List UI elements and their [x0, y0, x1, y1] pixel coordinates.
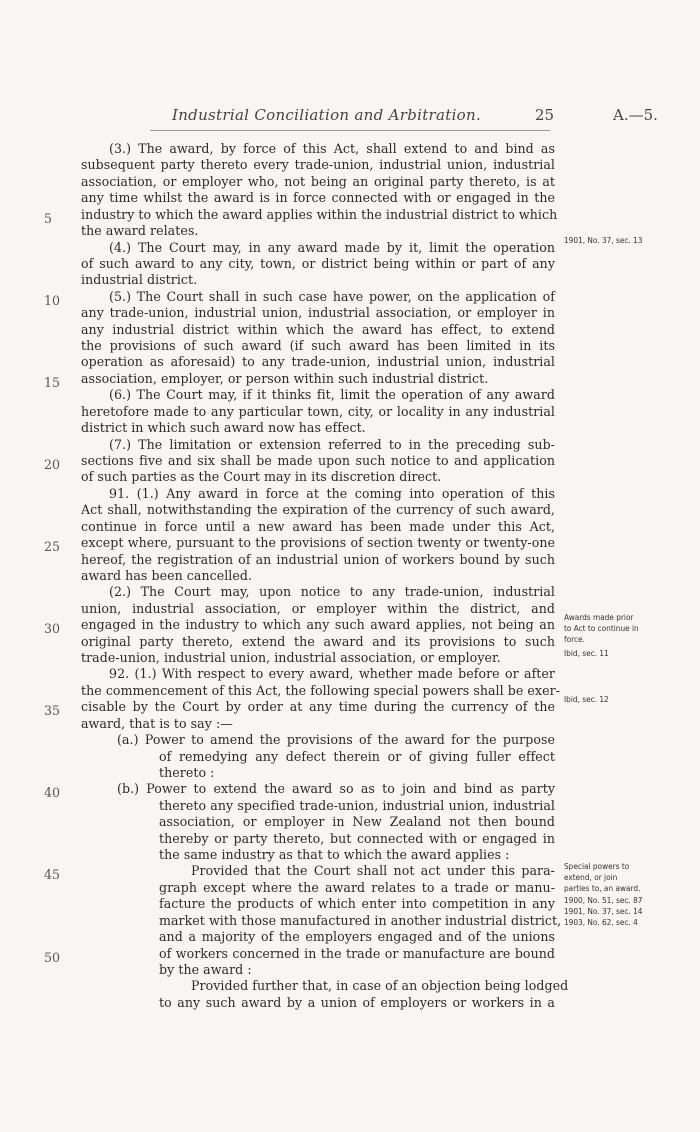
text-line: the award relates.	[81, 223, 199, 239]
text-line: any time whilst the award is in force connected with or engaged in the	[81, 190, 555, 206]
text-line: (a.) Power to amend the provisions of the award for the purpose	[117, 732, 555, 748]
text-line: market with those manufactured in another industrial district,	[159, 912, 562, 928]
line-number: 40	[44, 785, 61, 801]
text-line: subsequent party thereto every trade-union, industrial union, industrial	[81, 157, 555, 173]
text-line: (4.) The Court may, in any award made by it, limit the operation	[109, 239, 555, 255]
text-line: thereto any specified trade-union, industrial union, industrial	[159, 797, 555, 813]
line-number: 25	[44, 539, 61, 555]
margin-note: 1900, No. 51, sec. 87	[564, 895, 643, 905]
margin-note: Special powers to	[564, 861, 630, 871]
margin-note: parties to, an award.	[564, 883, 641, 893]
line-number: 10	[44, 292, 61, 308]
text-line: (b.) Power to extend the award so as to join and bind as party	[117, 781, 555, 797]
text-line: industrial district.	[81, 272, 198, 288]
text-line: award has been cancelled.	[81, 567, 253, 583]
text-line: Provided further that, in case of an objection being lodged	[191, 978, 569, 994]
page-title: Industrial Conciliation and Arbitration.	[172, 106, 482, 124]
margin-note: force.	[564, 634, 585, 644]
text-line: except where, pursuant to the provisions of section twenty or twenty-one	[81, 535, 555, 551]
text-line: the same industry as that to which the award applies :	[159, 847, 510, 863]
text-line: operation as aforesaid) to any trade-union, industrial union, industrial	[81, 354, 555, 370]
text-line: thereby or party thereto, but connected with or engaged in	[159, 830, 555, 846]
line-number: 45	[44, 867, 61, 883]
text-line: any trade-union, industrial union, industrial association, or employer in	[81, 305, 555, 321]
text-line: 91. (1.) Any award in force at the coming into operation of this	[109, 485, 555, 501]
text-line: and a majority of the employers engaged and of the unions	[159, 929, 555, 945]
text-line: Act shall, notwithstanding the expiration of the currency of such award,	[81, 502, 555, 518]
text-line: (6.) The Court may, if it thinks fit, limit the operation of any award	[109, 387, 555, 403]
text-line: association, or employer in New Zealand not then bound	[159, 814, 555, 830]
text-line: (2.) The Court may, upon notice to any trade-union, industrial	[109, 584, 555, 600]
text-line: of such award to any city, town, or district being within or part of any	[81, 255, 555, 271]
text-line: award, that is to say :—	[81, 715, 233, 731]
text-line: (7.) The limitation or extension referred to in the preceding sub-	[109, 436, 555, 452]
margin-note: 1901, No. 37, sec. 14	[564, 906, 643, 916]
text-line: association, or employer who, not being an original party thereto, is at	[81, 173, 555, 189]
text-line: district in which such award now has effect.	[81, 420, 366, 436]
line-number: 30	[44, 621, 61, 637]
margin-note: Ibid, sec. 11	[564, 648, 609, 658]
text-line: thereto :	[159, 764, 215, 780]
text-line: heretofore made to any particular town, city, or locality in any industrial	[81, 403, 555, 419]
line-number: 5	[44, 210, 53, 226]
text-line: association, employer, or person within such industrial district.	[81, 370, 489, 386]
text-line: engaged in the industry to which any such award applies, not being an	[81, 617, 555, 633]
text-line: facture the products of which enter into competition in any	[159, 896, 555, 912]
text-line: union, industrial association, or employer within the district, and	[81, 600, 555, 616]
line-number: 35	[44, 703, 61, 719]
text-line: by the award :	[159, 962, 252, 977]
text-line: trade-union, industrial union, industrial association, or employer.	[81, 650, 501, 666]
margin-note: to Act to continue in	[564, 623, 639, 633]
margin-note: Ibid, sec. 12	[564, 694, 609, 704]
text-line: cisable by the Court by order at any time during the currency of the	[81, 699, 555, 715]
text-line: hereof, the registration of an industrial union of workers bound by such	[81, 551, 555, 567]
text-line: sections five and six shall be made upon such notice to and application	[81, 452, 555, 468]
text-line: any industrial district within which the award has effect, to extend	[81, 321, 555, 337]
line-number: 50	[44, 949, 61, 965]
margin-note: 1901, No. 37, sec. 13	[564, 235, 643, 245]
text-line: of workers concerned in the trade or manufacture are bound	[159, 945, 555, 961]
text-line: (5.) The Court shall in such case have power, on the application of	[109, 288, 555, 304]
page-number: 25	[535, 106, 555, 124]
text-line: (3.) The award, by force of this Act, shall extend to and bind as	[109, 141, 555, 156]
text-line: continue in force until a new award has been made under this Act,	[81, 518, 555, 534]
line-number: 15	[44, 374, 61, 390]
text-line: of remedying any defect therein or of giving fuller effect	[159, 748, 555, 764]
text-line: original party thereto, extend the award and its provisions to such	[81, 633, 555, 649]
text-line: 92. (1.) With respect to every award, whether made before or after	[109, 666, 555, 682]
text-line: graph except where the award relates to a trade or manu-	[159, 879, 555, 895]
text-line: of such parties as the Court may in its discretion direct.	[81, 469, 442, 485]
text-line: Provided that the Court shall not act under this para-	[191, 863, 555, 879]
text-line: industry to which the award applies within the industrial district to which	[81, 206, 558, 222]
header-rule	[150, 130, 550, 131]
paper-reference: A.—5.	[613, 106, 658, 124]
text-line: to any such award by a union of employers or workers in a	[159, 994, 555, 1010]
margin-note: 1903, No. 62, sec. 4	[564, 917, 638, 927]
text-line: the provisions of such award (if such award has been limited in its	[81, 338, 555, 354]
text-line: the commencement of this Act, the following special powers shall be exer-	[81, 682, 560, 698]
margin-note: extend, or join	[564, 872, 618, 882]
margin-note: Awards made prior	[564, 612, 634, 622]
line-number: 20	[44, 456, 61, 472]
